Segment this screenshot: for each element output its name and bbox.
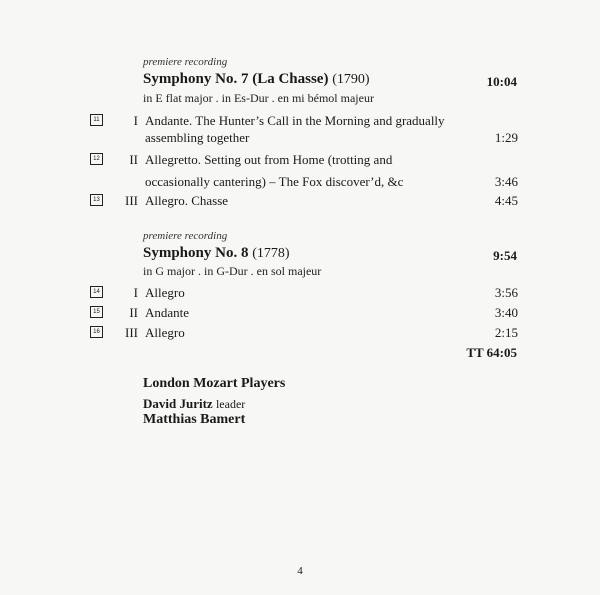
movement-title: Andante — [145, 305, 190, 320]
work-2-year: (1778) — [252, 246, 290, 261]
total-time: TT 64:05 — [466, 345, 517, 360]
leader-name: David Juritz — [143, 396, 213, 411]
track-number-box: 12 — [90, 153, 103, 165]
movement-number: III — [125, 325, 138, 340]
track-duration: 2:15 — [494, 325, 518, 340]
track-number-box: 14 — [90, 286, 103, 298]
track-16 — [90, 322, 520, 343]
movement-title: Allegro — [145, 325, 185, 340]
track-14 — [90, 282, 520, 303]
track-duration: 4:45 — [494, 193, 518, 208]
movement-number: II — [129, 152, 138, 167]
movement-number: I — [133, 113, 138, 128]
work-1-title: Symphony No. 7 (La Chasse) — [143, 71, 329, 87]
movement-number: II — [129, 305, 138, 320]
track-number-box: 13 — [90, 194, 103, 206]
track-12 — [90, 149, 520, 191]
movement-number: III — [125, 193, 138, 208]
movement-title-line-2: assembling together — [145, 130, 250, 145]
track-11 — [90, 110, 520, 152]
movement-title: Allegro. Chasse — [145, 193, 229, 208]
movement-title-line-1: Allegretto. Setting out from Home (trotting and — [145, 152, 393, 167]
track-duration: 3:40 — [494, 305, 518, 320]
movement-number: I — [133, 285, 138, 300]
track-number-box: 11 — [90, 114, 103, 126]
work-1-title-line — [143, 71, 370, 88]
track-duration: 3:56 — [494, 285, 518, 300]
movement-title-line-2: occasionally cantering) – The Fox discover’d, &c — [145, 174, 404, 189]
work-2-label: premiere recording — [143, 230, 228, 242]
conductor-name: Matthias Bamert — [143, 412, 246, 427]
work-1-keys: in E flat major . in Es-Dur . en mi bémol majeur — [143, 91, 374, 105]
track-13 — [90, 190, 520, 211]
work-1-year: (1790) — [332, 72, 370, 87]
track-number-box: 15 — [90, 306, 103, 318]
work-2-total: 9:54 — [493, 248, 517, 263]
track-number-box: 16 — [90, 326, 103, 338]
work-1-total: 10:04 — [486, 74, 517, 89]
leader-credit — [143, 396, 245, 412]
work-2-title-line — [143, 245, 290, 262]
work-1-label: premiere recording — [143, 56, 228, 68]
movement-title: Allegro — [145, 285, 185, 300]
movement-title-line-1: Andante. The Hunter’s Call in the Morning and gradually — [145, 113, 445, 128]
work-2-title: Symphony No. 8 — [143, 245, 249, 261]
leader-role: leader — [215, 397, 246, 411]
orchestra-name: London Mozart Players — [143, 376, 286, 391]
work-2-keys: in G major . in G-Dur . en sol majeur — [143, 264, 322, 278]
track-15 — [90, 302, 520, 323]
page-number: 4 — [297, 565, 303, 577]
track-duration: 3:46 — [494, 174, 518, 189]
track-duration: 1:29 — [494, 130, 518, 145]
